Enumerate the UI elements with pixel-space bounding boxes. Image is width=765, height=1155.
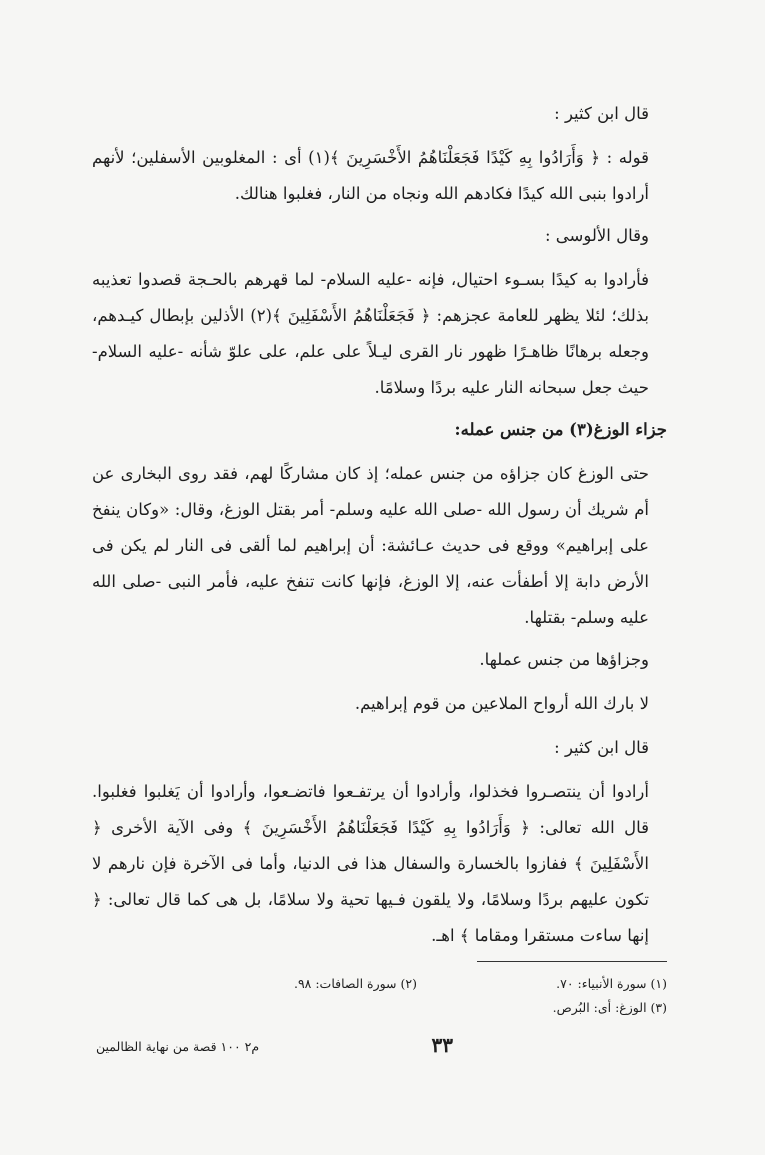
page-body (92, 96, 667, 960)
heading-alusi: وقال الألوسى : (544, 226, 649, 245)
footnote-row-1 (92, 972, 667, 996)
heading-ibn-kathir-1: قال ابن كثير : (554, 104, 649, 123)
paragraph-ibn-kathir-quote: قوله : ﴿ وَأَرَادُوا بِهِ كَيْدًا فَجَعَلْنَاهُمُ الأَخْسَرِينَ ﴾(١) أى : المغلوبين الأسفلين؛ لأنهم أرادوا بنبى الله كيدًا فكادهم الله ونجاه من النار، فغلبوا هنالك. (92, 148, 650, 203)
line-jazaa: وجزاؤها من جنس عملها. (479, 650, 649, 669)
book-title-footer: م٢ ١٠٠ قصة من نهاية الظالمين (96, 1039, 260, 1054)
footnotes (92, 972, 667, 1020)
paragraph-wazagh: حتى الوزغ كان جزاؤه من جنس عمله؛ إذ كان مشاركًا لهم، فقد روى البخارى عن أم شريك أن رسول الله -صلى الله عليه وسلم- أمر بقتل الوزغ، وقال: «وكان ينفخ على إبراهيم» ووقع فى حديث عـائشة: أن إبراهيم لما ألقى فى النار لم يكن فى الأرض دابة إلا أطفأت عنه، إلا الوزغ، فإنها كانت تنفخ عليه، فأمر النبى -صلى الله عليه وسلم- بقتلها. (92, 464, 649, 627)
heading-ibn-kathir-2: قال ابن كثير : (554, 738, 649, 757)
footnote-3: (٣) الوزغ: أى: البُرص. (552, 1000, 667, 1015)
paragraph-ibn-kathir-2: أرادوا أن ينتصـروا فخذلوا، وأرادوا أن يرتفـعوا فاتضـعوا، وأرادوا أن يَغلبوا فغلبوا. قال الله تعالى: ﴿ وَأَرَادُوا بِهِ كَيْدًا فَجَعَلْنَاهُمُ الأَخْسَرِينَ ﴾ وفى الآية الأخرى ﴿ الأَسْفَلِينَ ﴾ ففازوا بالخسارة والسفال هذا فى الدنيا، وأما فى الآخرة فإن نارهم لا تكون عليهم بردًا وسلامًا، ولا يلقون فـيها تحية ولا سلامًا، بل هى كما قال تعالى: ﴿ إنها ساءت مستقرا ومقاما ﴾ اهـ. (92, 782, 649, 945)
line-la-baraka: لا بارك الله أرواح الملاعين من قوم إبراهيم. (354, 694, 649, 713)
paragraph-alusi-quote: فأرادوا به كيدًا بسـوء احتيال، فإنه -عليه السلام- لما قهرهم بالحـجة قصدوا تعذيبه بذلك؛ لئلا يظهر للعامة عجزهم: ﴿ فَجَعَلْنَاهُمُ الأَسْفَلِينَ ﴾(٢) الأذلين بإبطال كيـدهم، وجعله برهانًا ظاهـرًا ظهور نار القرى ليـلاً على علم، على علوّ شأنه -عليه السلام- حيث جعل سبحانه النار عليه بردًا وسلامًا. (92, 270, 649, 397)
footnote-separator (477, 961, 667, 962)
section-heading-wazagh: جزاء الوزغ(٣) من جنس عمله: (454, 420, 667, 439)
page-number: ٣٣ (431, 1033, 453, 1057)
page-footer (96, 1033, 663, 1067)
footnote-2: (٢) سورة الصافات: ٩٨. (293, 976, 417, 991)
footnote-1: (١) سورة الأنبياء: ٧٠. (556, 976, 667, 991)
